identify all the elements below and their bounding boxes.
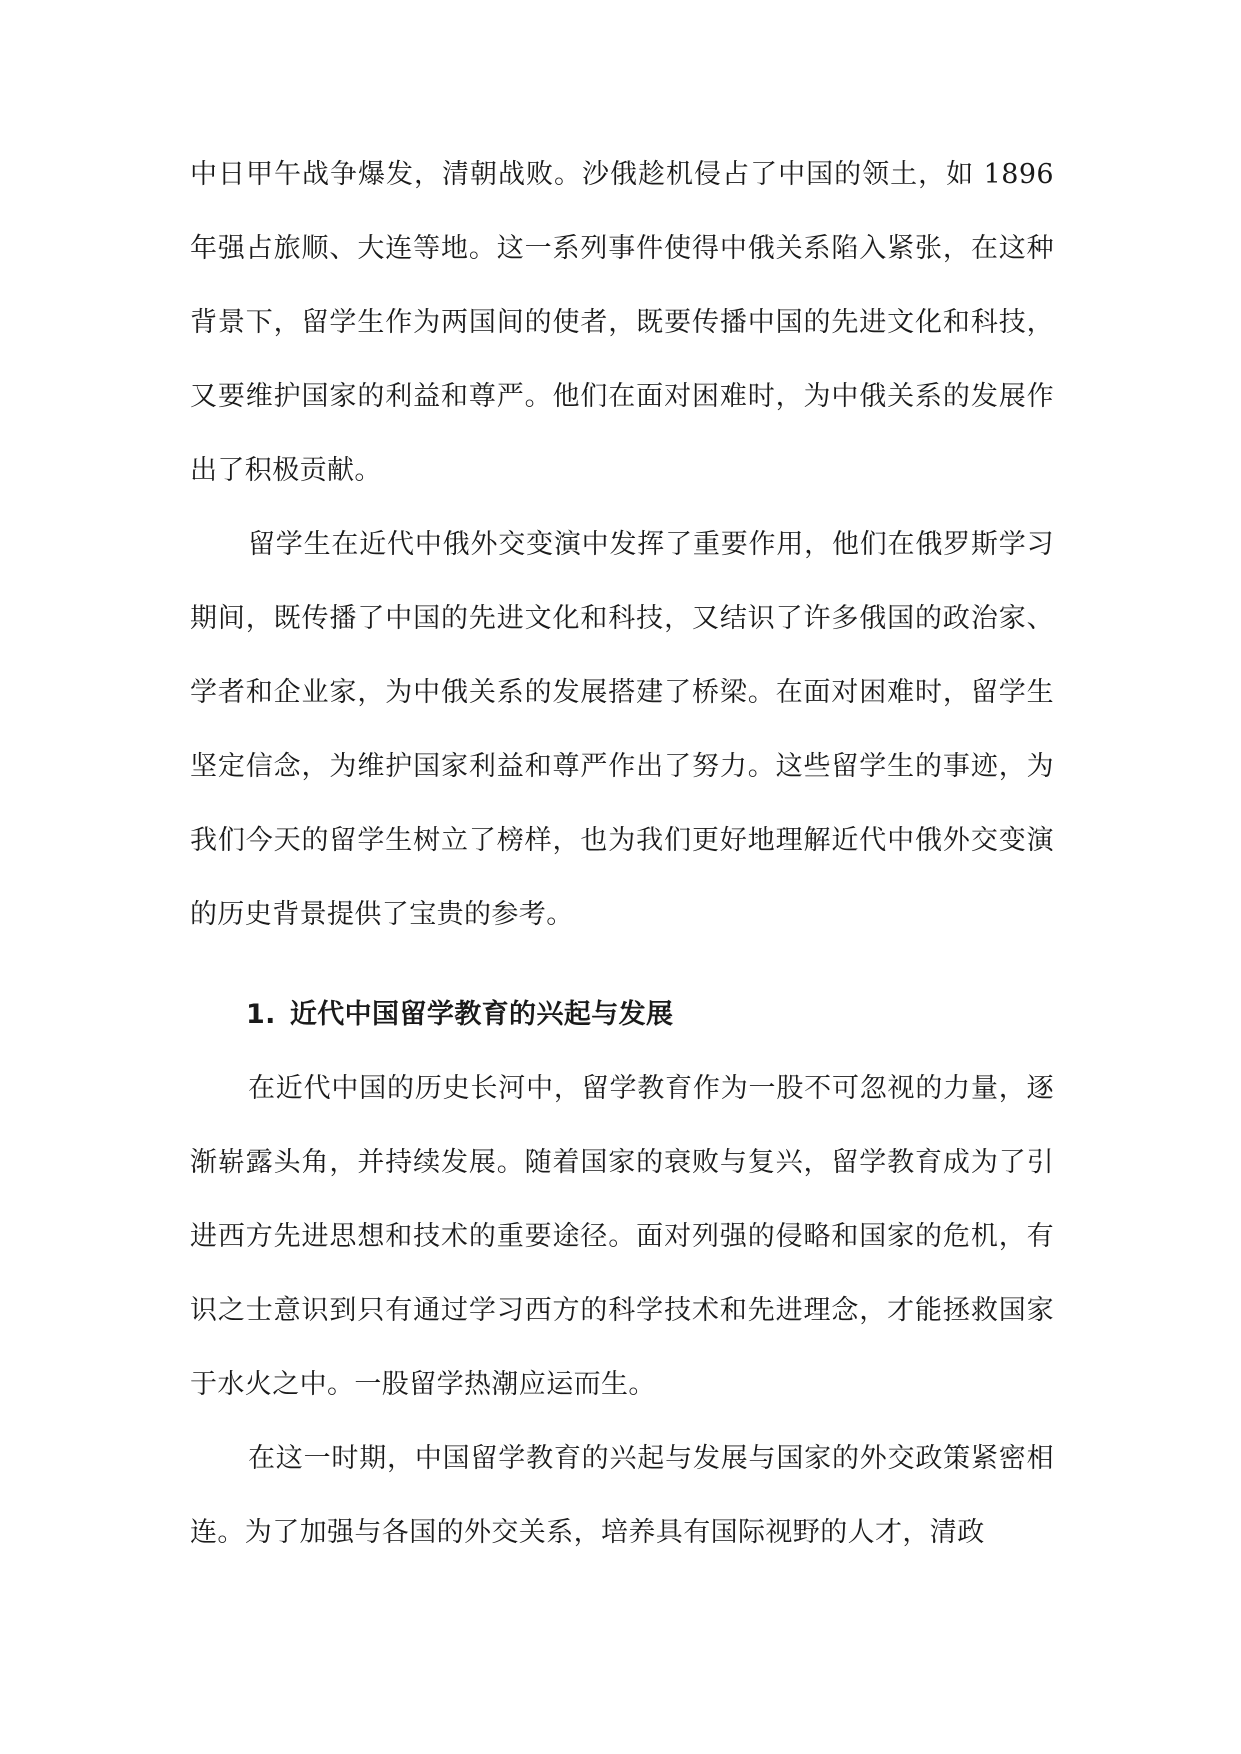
section-number: 1. [246, 999, 276, 1030]
section-spacer [190, 952, 1054, 978]
paragraph-continued: 中日甲午战争爆发，清朝战败。沙俄趁机侵占了中国的领土，如 1896 年强占旅顺、大连等地。这一系列事件使得中俄关系陷入紧张，在这种背景下，留学生作为两国间的使者，既要传播中国的先进文化和科技，又要维护国家的利益和尊严。他们在面对困难时，为中俄关系的发展作出了积极贡献。 [190, 159, 1054, 486]
section-heading [190, 978, 1054, 1052]
document-body [190, 138, 1054, 1570]
paragraph: 留学生在近代中俄外交变演中发挥了重要作用，他们在俄罗斯学习期间，既传播了中国的先进文化和科技，又结识了许多俄国的政治家、学者和企业家，为中俄关系的发展搭建了桥梁。在面对困难时，留学生坚定信念，为维护国家利益和尊严作出了努力。这些留学生的事迹，为我们今天的留学生树立了榜样，也为我们更好地理解近代中俄外交变演的历史背景提供了宝贵的参考。 [190, 529, 1054, 930]
section-title: 近代中国留学教育的兴起与发展 [289, 999, 674, 1030]
paragraph: 在近代中国的历史长河中，留学教育作为一股不可忽视的力量，逐渐崭露头角，并持续发展。随着国家的衰败与复兴，留学教育成为了引进西方先进思想和技术的重要途径。面对列强的侵略和国家的危机，有识之士意识到只有通过学习西方的科学技术和先进理念，才能拯救国家于水火之中。一股留学热潮应运而生。 [190, 1073, 1054, 1400]
paragraph: 在这一时期，中国留学教育的兴起与发展与国家的外交政策紧密相连。为了加强与各国的外交关系，培养具有国际视野的人才，清政 [190, 1443, 1054, 1548]
